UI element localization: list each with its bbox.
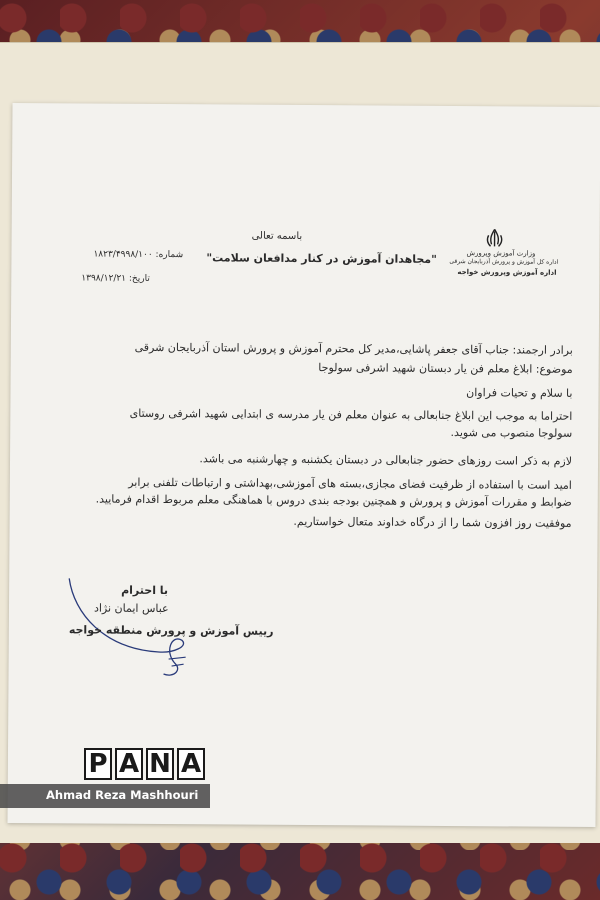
letter-date: تاریخ: ۱۳۹۸/۱۲/۲۱	[81, 273, 150, 284]
bismillah-heading: باسمه تعالی	[251, 230, 303, 242]
photographer-credit: Ahmad Reza Mashhouri	[46, 788, 199, 802]
org-ministry: وزارت آموزش وپرورش	[466, 249, 536, 258]
letter-number: شماره: ۱۸۲۳/۴۹۹۸/۱۰۰	[93, 249, 184, 261]
body-paragraph-1-line-2: سولوجا منصوب می شوید.	[450, 426, 573, 440]
pana-logo-letter: A	[115, 748, 143, 780]
pana-logo-letter: P	[84, 748, 112, 780]
org-district: اداره آموزش وپرورش خواجه	[457, 268, 557, 277]
body-paragraph-3-line-2: ضوابط و مقررات آموزش و پرورش و همچنین بودجه بندی دروس با هماهنگی معلم مربوط اقدام فرمایید.	[95, 492, 572, 509]
body-paragraph-4: موفقیت روز افزون شما را از درگاه خداوند متعال خواستاریم.	[293, 514, 572, 530]
signer-position: رییس آموزش و پرورش منطقه خواجه	[68, 623, 274, 638]
body-paragraph-2: لازم به ذکر است روزهای حضور جنابعالی در دبستان یکشنبه و چهارشنبه می باشد.	[199, 452, 573, 468]
closing-regards: با احترام	[121, 583, 169, 598]
subject-line: موضوع: ابلاغ معلم فن یار دبستان شهید اشرفی سولوجا	[318, 361, 573, 376]
body-paragraph-1-line-1: احتراما به موجب این ابلاغ جنابعالی به عنوان معلم فن یار مدرسه ی ابتدایی شهید اشرفی روستای	[129, 406, 573, 423]
recipient-line: برادر ارجمند: جناب آقای جعفر پاشایی،مدیر کل محترم آموزش و پرورش استان آذربایجان شرقی	[134, 340, 573, 357]
signer-name: عباس ایمان نژاد	[93, 601, 169, 616]
body-paragraph-3-line-1: امید است با استفاده از ظرفیت فضای مجازی،بسته های آموزشی،بهداشتی و ارتباطات تلفنی برابر	[128, 475, 572, 492]
org-province: اداره کل آموزش و پرورش آذربایجان شرقی	[449, 258, 559, 266]
greeting-line: با سلام و تحیات فراوان	[466, 386, 573, 400]
pana-logo-letter: A	[177, 748, 205, 780]
slogan-text: "مجاهدان آموزش در کنار مدافعان سلامت"	[206, 251, 437, 266]
pana-logo-letter: N	[146, 748, 174, 780]
letter-paper	[7, 103, 600, 827]
pana-logo	[84, 748, 205, 780]
